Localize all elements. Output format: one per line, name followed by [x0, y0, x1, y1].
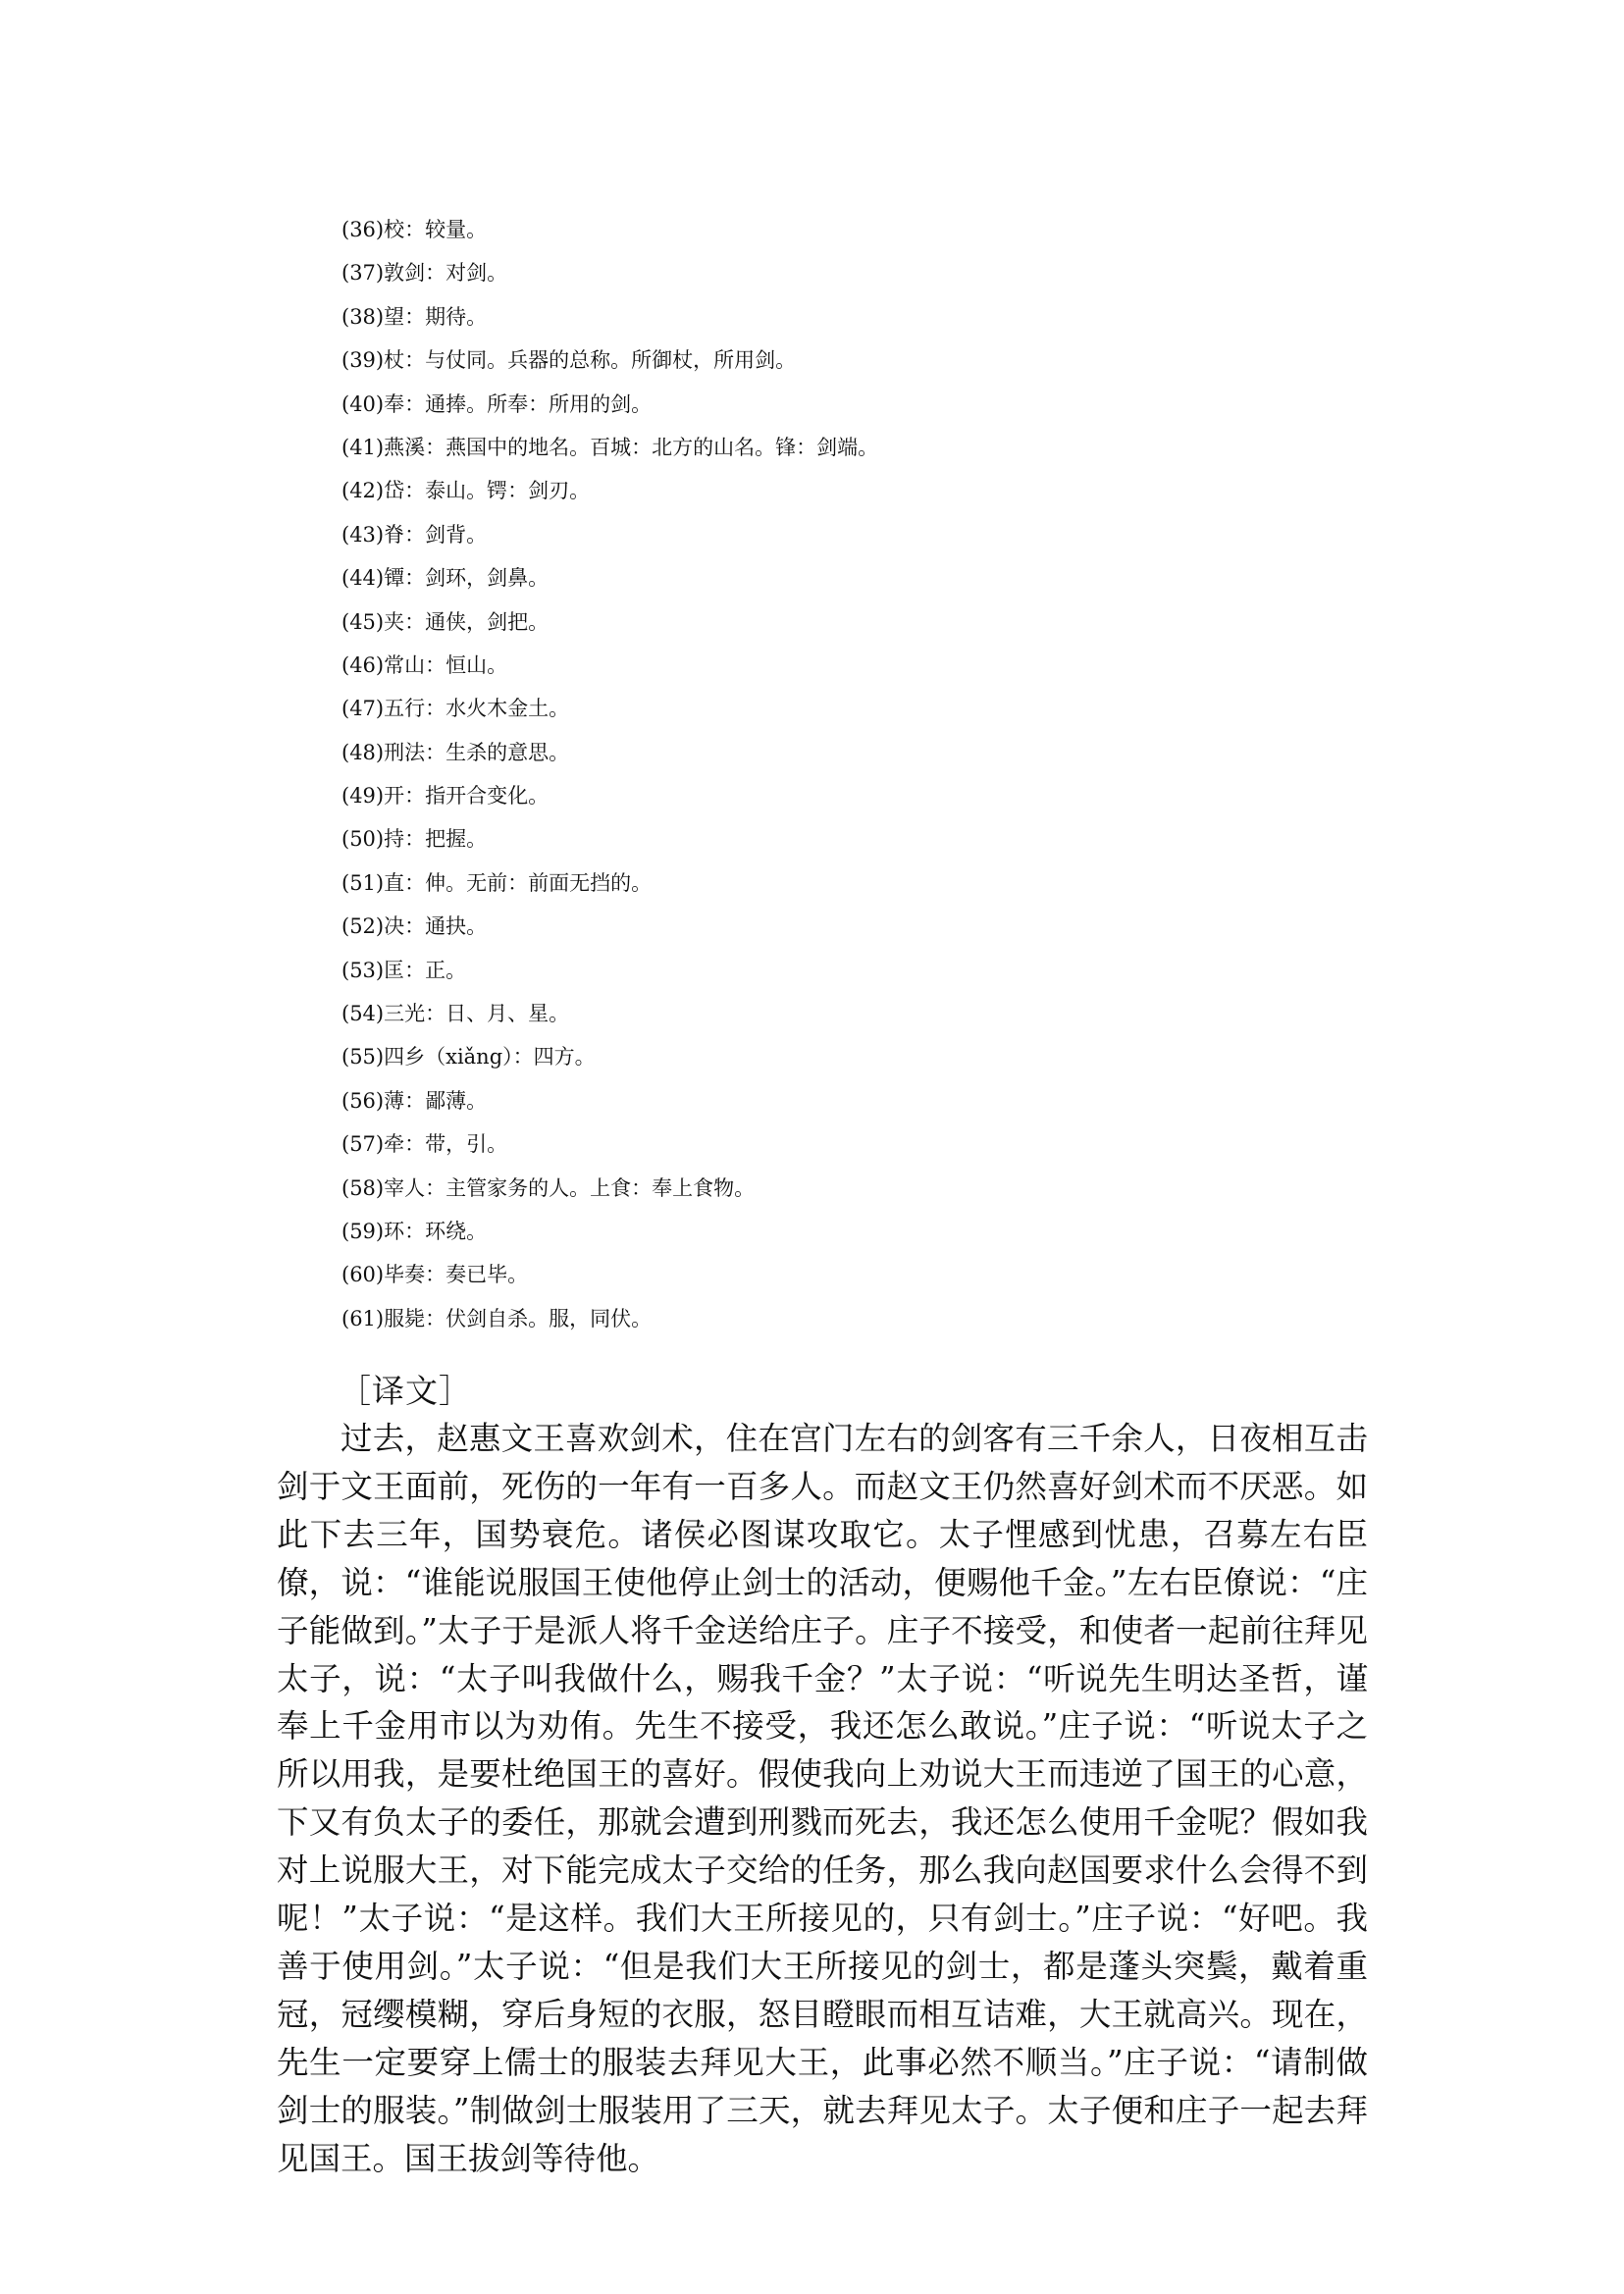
- annotation-item: (55)四乡（xiǎng）：四方。: [341, 1045, 596, 1069]
- annotation-item: (41)燕溪：燕国中的地名。百城：北方的山名。锋：剑端。: [341, 435, 879, 459]
- annotation-item: (47)五行：水火木金土。: [341, 697, 570, 721]
- annotation-item: (51)直：伸。无前：前面无挡的。: [341, 870, 653, 895]
- translation-paragraph: 过去，赵惠文王喜欢剑术，住在宫门左右的剑客有三千余人，日夜相互击剑于文王面前，死伤的一年有一百多人。而赵文王仍然喜好剑术而不厌恶。如此下去三年，国势衰危。诸侯必图谋攻取它。太子悝感到忧患，召募左右臣僚，说：“谁能说服国王使他停止剑士的活动，便赐他千金。”左右臣僚说：“庄子能做到。”太子于是派人将千金送给庄子。庄子不接受，和使者一起前往拜见太子，说：“太子叫我做什么，赐我千金？”太子说：“听说先生明达圣哲，谨奉上千金用市以为劝侑。先生不接受，我还怎么敢说。”庄子说：“听说太子之所以用我，是要杜绝国王的喜好。假使我向上劝说大王而违逆了国王的心意，下又有负太子的委任，那就会遭到刑戮而死去，我还怎么使用千金呢？假如我对上说服大王，对下能完成太子交给的任务，那么我向赵国要求什么会得不到呢！”太子说：“是这样。我们大王所接见的，只有剑士。”庄子说：“好吧。我善于使用剑。”太子说：“但是我们大王所接见的剑士，都是蓬头突鬓，戴着重冠，冠缨模糊，穿后身短的衣服，怒目瞪眼而相互诘难，大王就高兴。现在，先生一定要穿上儒士的服装去拜见大王，此事必然不顺当。”庄子说：“请制做剑士的服装。”制做剑士服装用了三天，就去拜见太子。太子便和庄子一起去拜见国王。国王拔剑等待他。: [277, 1420, 1368, 2177]
- annotation-item: (58)宰人：主管家务的人。上食：奉上食物。: [341, 1175, 756, 1200]
- annotation-item: (59)环：环绕。: [341, 1219, 488, 1243]
- annotation-item: (36)校：较量。: [341, 218, 488, 241]
- annotation-item: (50)持：把握。: [341, 827, 488, 852]
- annotation-list: [341, 208, 1372, 1340]
- annotation-item: (40)奉：通捧。所奉：所用的剑。: [341, 391, 653, 416]
- annotation-item: (43)脊：剑背。: [341, 522, 488, 547]
- annotation-item: (38)望：期待。: [341, 304, 488, 329]
- annotation-item: (54)三光：日、月、星。: [341, 1002, 570, 1026]
- annotation-item: (60)毕奏：奏已毕。: [341, 1263, 529, 1287]
- annotation-item: (49)开：指开合变化。: [341, 784, 550, 808]
- annotation-item: (46)常山：恒山。: [341, 652, 508, 677]
- annotation-item: (56)薄：鄙薄。: [341, 1088, 488, 1113]
- annotation-item: (48)刑法：生杀的意思。: [341, 740, 570, 764]
- annotation-item: (39)杖：与仗同。兵器的总称。所御杖，所用剑。: [341, 348, 797, 373]
- annotation-item: (53)匡：正。: [341, 958, 467, 982]
- section-heading-translation: ［译文］: [339, 1372, 472, 1410]
- annotation-item: (57)牵：带，引。: [341, 1132, 508, 1157]
- annotation-item: (61)服毙：伏剑自杀。服，同伏。: [341, 1306, 653, 1330]
- annotation-item: (44)镡：剑环，剑鼻。: [341, 566, 550, 591]
- annotation-item: (42)岱：泰山。锷：剑刃。: [341, 479, 591, 503]
- annotation-item: (45)夹：通侠，剑把。: [341, 609, 550, 634]
- annotation-item: (37)敦剑：对剑。: [341, 261, 508, 286]
- annotation-item: (52)决：通抉。: [341, 914, 488, 939]
